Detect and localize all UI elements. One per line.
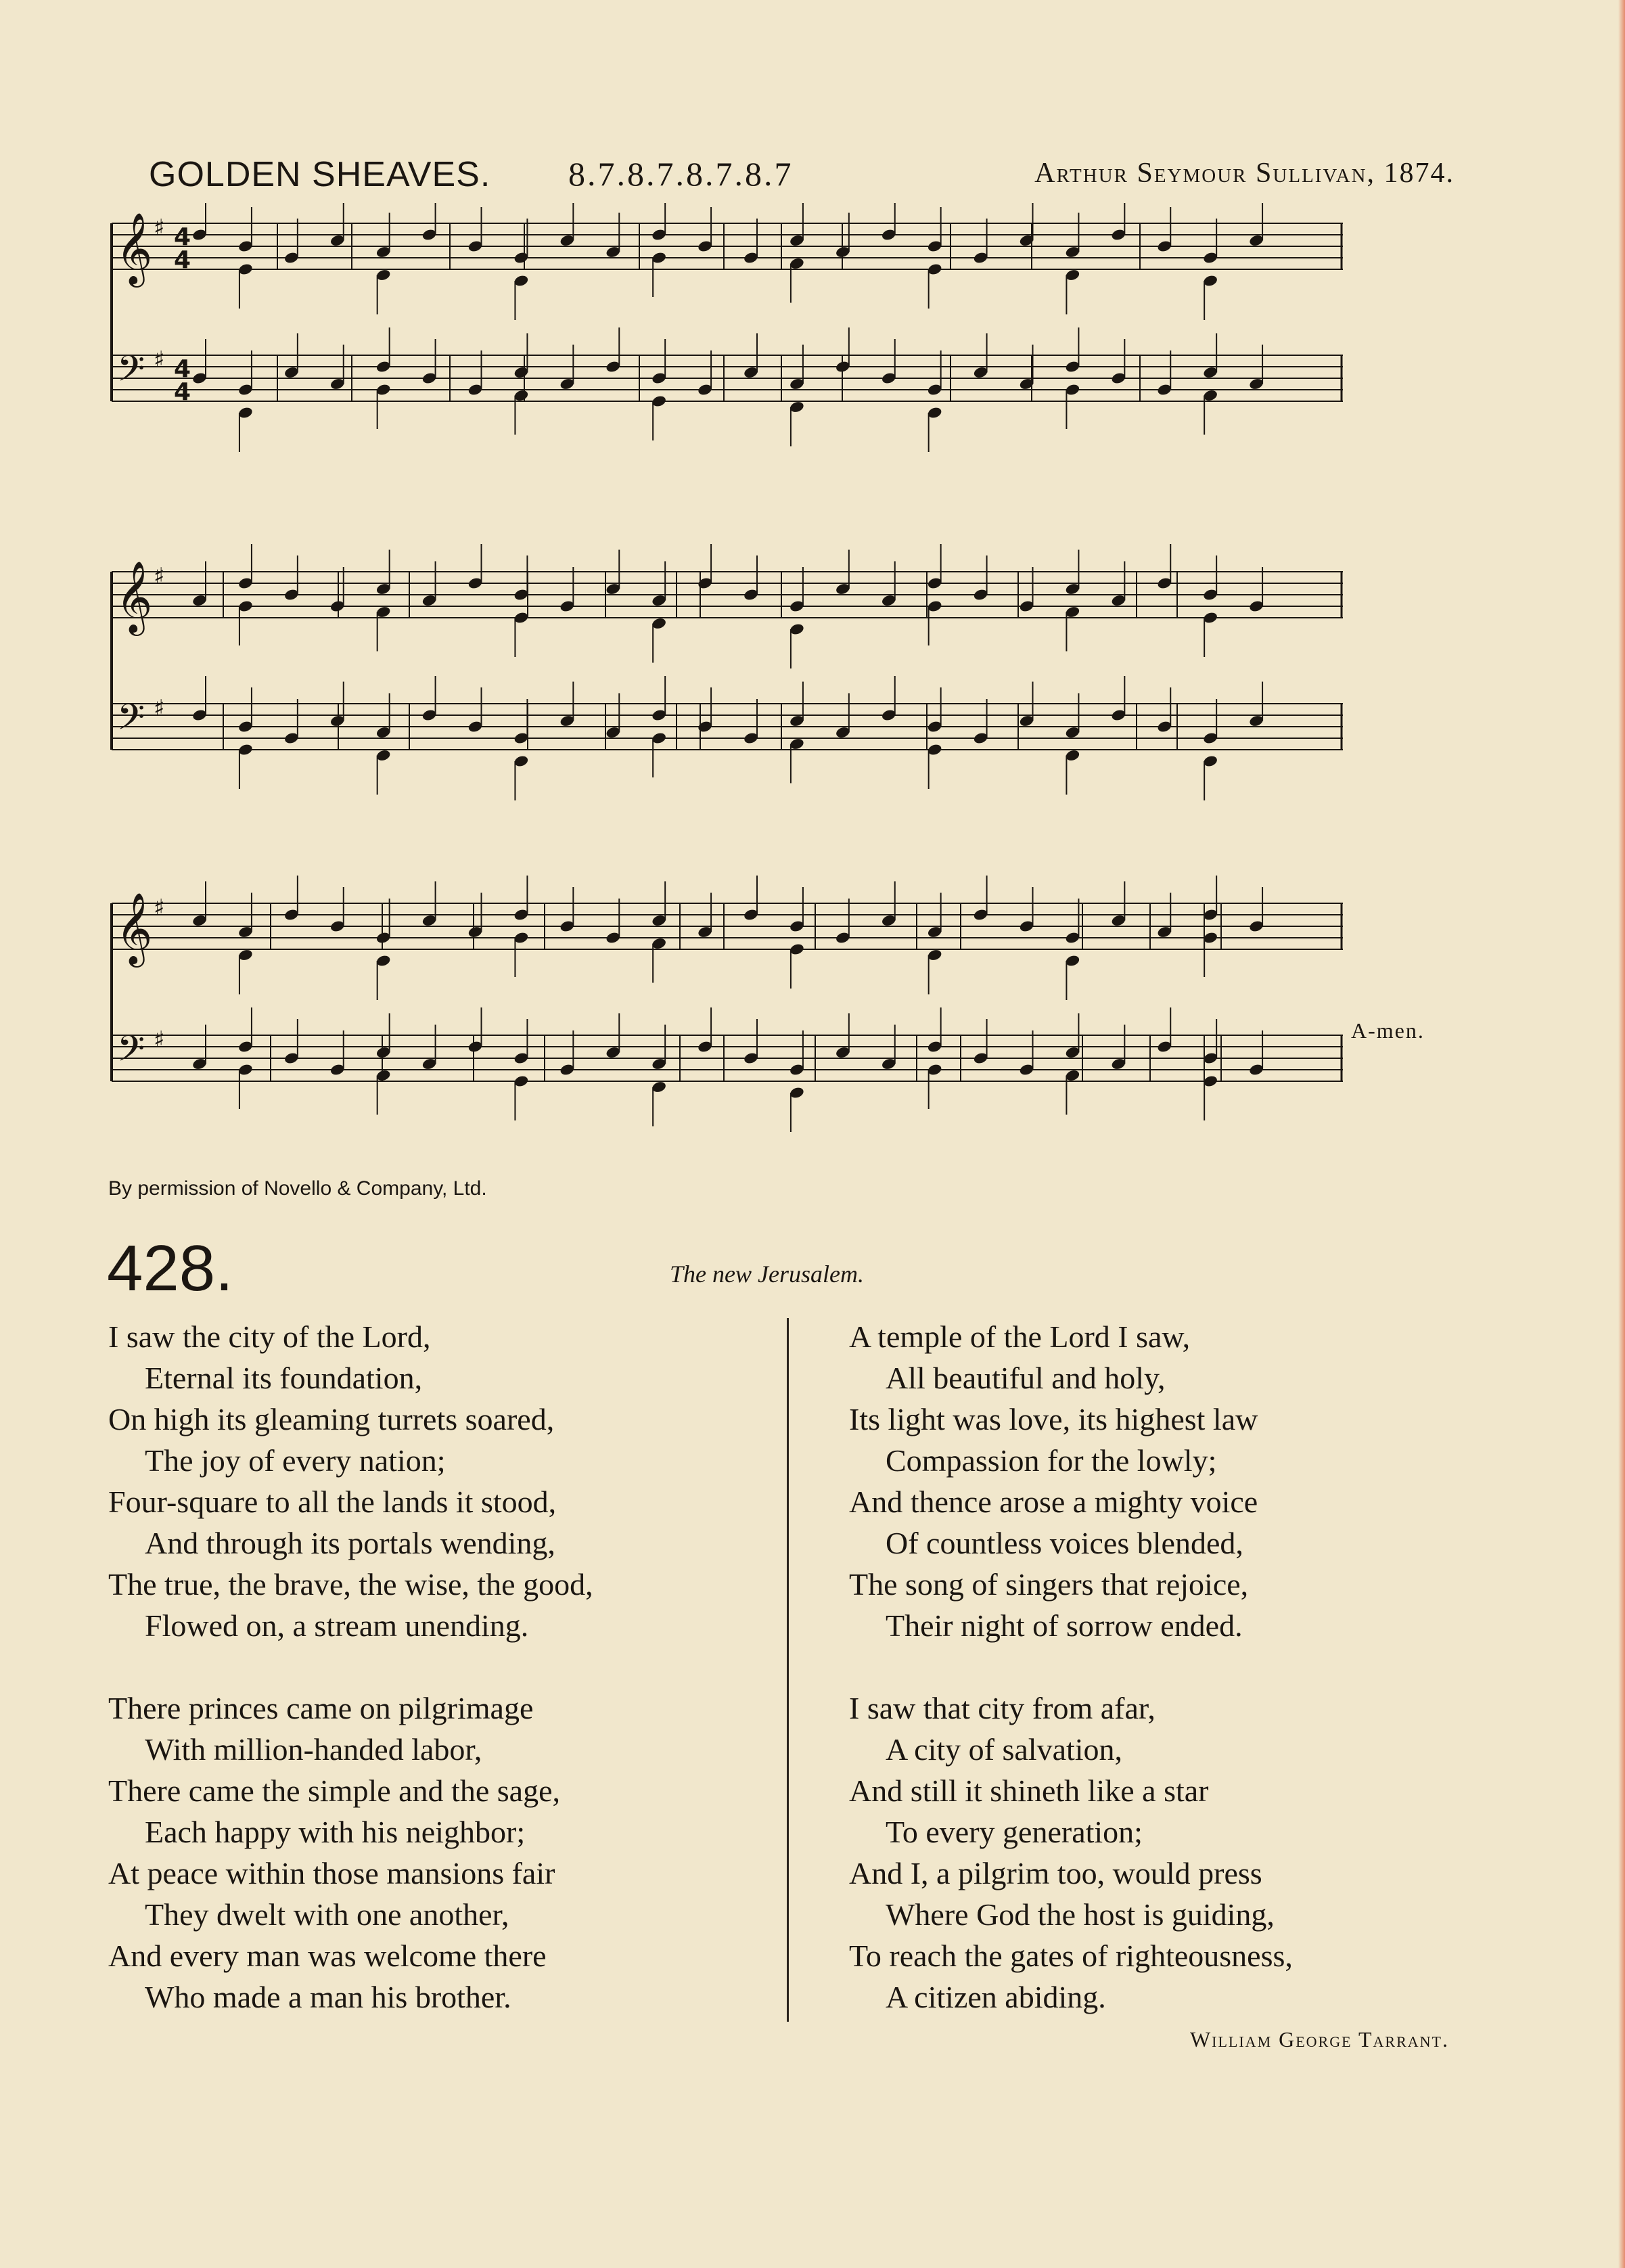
column-divider	[787, 1318, 789, 2022]
permission-note: By permission of Novello & Company, Ltd.	[108, 1177, 487, 1200]
music-staves	[105, 203, 1343, 1164]
stanza-4	[849, 1687, 1485, 2018]
verse-line: Their night of sorrow ended.	[886, 1608, 1243, 1643]
verse-line: Where God the host is guiding,	[886, 1897, 1275, 1932]
verse-line: Each happy with his neighbor;	[145, 1815, 526, 1849]
time-signature-top: 4	[174, 223, 191, 251]
verse-line: On high its gleaming turrets soared,	[108, 1402, 555, 1436]
stanza-3	[849, 1316, 1485, 1646]
treble-clef-icon: 𝄞	[116, 892, 153, 964]
bass-clef-icon: 𝄢	[117, 697, 145, 747]
author-credit: William George Tarrant.	[1189, 2027, 1449, 2051]
verse-line: At peace within those mansions fair	[108, 1856, 555, 1890]
verse-line: The true, the brave, the wise, the good,	[108, 1567, 593, 1602]
stanza-1	[108, 1316, 764, 1646]
verse-line: Eternal its foundation,	[145, 1361, 423, 1395]
time-signature-bottom: 4	[174, 378, 191, 406]
verse-line: And thence arose a mighty voice	[849, 1484, 1258, 1519]
sheet-music	[105, 203, 1343, 1164]
verse-line: A city of salvation,	[886, 1732, 1123, 1767]
verse-line: Of countless voices blended,	[886, 1526, 1243, 1560]
treble-clef-icon: 𝄞	[116, 560, 153, 633]
verse-line: Its light was love, its highest law	[849, 1402, 1258, 1436]
verse-line: Flowed on, a stream unending.	[145, 1608, 529, 1643]
verse-line: The joy of every nation;	[145, 1443, 446, 1478]
verse-line: There princes came on pilgrimage	[108, 1691, 534, 1725]
hymn-subtitle: The new Jerusalem.	[670, 1261, 864, 1288]
time-signature-top: 4	[174, 355, 191, 383]
bass-clef-icon: 𝄢	[117, 1028, 145, 1079]
verse-line: Four-square to all the lands it stood,	[108, 1484, 557, 1519]
meter: 8.7.8.7.8.7.8.7	[568, 155, 794, 193]
sharp-icon: ♯	[154, 563, 165, 590]
amen-label: A-men.	[1351, 1018, 1425, 1043]
left-stanzas	[108, 1316, 764, 2059]
verse-line: They dwelt with one another,	[145, 1897, 509, 1932]
verse-line: Who made a man his brother.	[145, 1980, 511, 2014]
verse-line: There came the simple and the sage,	[108, 1773, 560, 1808]
verse-line: And I, a pilgrim too, would press	[849, 1856, 1262, 1890]
verse-line: Compassion for the lowly;	[886, 1443, 1217, 1478]
stanza-2	[108, 1687, 764, 2018]
verse-line: A temple of the Lord I saw,	[849, 1319, 1191, 1354]
sharp-icon: ♯	[154, 1026, 165, 1053]
verse-line: All beautiful and holy,	[886, 1361, 1166, 1395]
verse-line: And still it shineth like a star	[849, 1773, 1209, 1808]
bass-clef-icon: 𝄢	[117, 348, 145, 399]
composer-credit: Arthur Seymour Sullivan, 1874.	[1034, 158, 1455, 189]
verse-line: And through its portals wending,	[145, 1526, 555, 1560]
verse-line: With million-handed labor,	[145, 1732, 482, 1767]
verse-line: The song of singers that rejoice,	[849, 1567, 1249, 1602]
sharp-icon: ♯	[154, 214, 165, 242]
tune-name: GOLDEN SHEAVES.	[149, 155, 491, 194]
sharp-icon: ♯	[154, 695, 165, 722]
verse-line: I saw that city from afar,	[849, 1691, 1155, 1725]
right-stanzas	[849, 1316, 1485, 2059]
hymn-number: 428.	[107, 1232, 233, 1305]
time-signature-bottom: 4	[174, 246, 191, 274]
page-edge	[1618, 0, 1625, 2268]
verse-line: I saw the city of the Lord,	[108, 1319, 431, 1354]
verse-line: A citizen abiding.	[886, 1980, 1106, 2014]
treble-clef-icon: 𝄞	[116, 212, 153, 284]
sharp-icon: ♯	[154, 894, 165, 922]
sharp-icon: ♯	[154, 346, 165, 373]
hymn-header	[149, 154, 1455, 202]
verse-line: To reach the gates of righteousness,	[849, 1938, 1293, 1973]
verse-line: And every man was welcome there	[108, 1938, 547, 1973]
verse-line: To every generation;	[886, 1815, 1143, 1849]
